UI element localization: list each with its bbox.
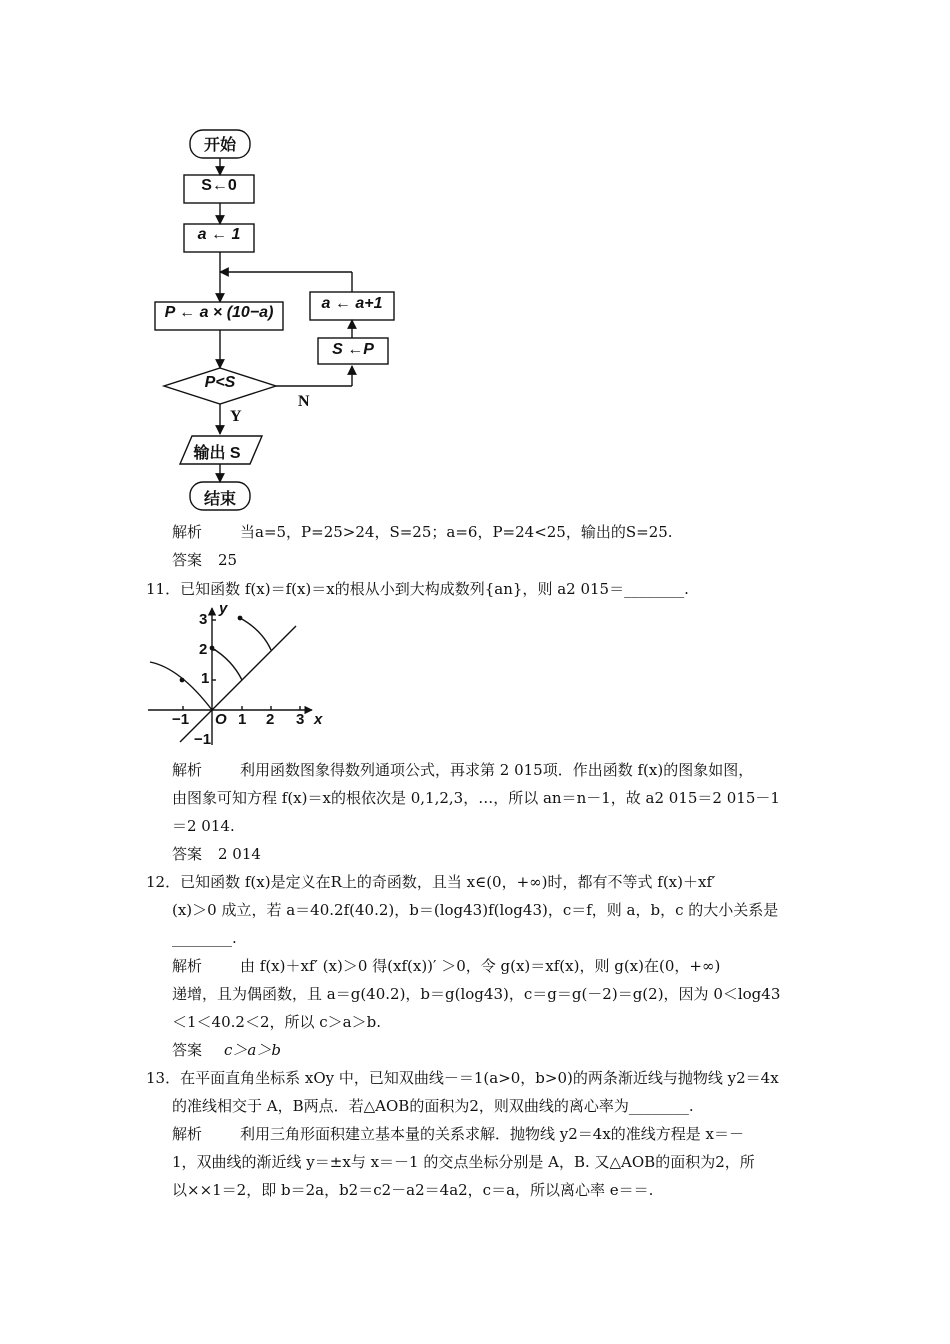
analysis-label: 解析 — [172, 1125, 203, 1143]
q13-analysis-line-3: 以××1＝2，即 b＝2a，b2＝c2－a2＝4a2，c＝a，所以离心率 e＝＝. — [172, 1181, 654, 1199]
x-tick: 2 — [266, 711, 275, 728]
answer-label: 答案 — [172, 551, 203, 569]
q13-question-line-1: 13．在平面直角坐标系 xOy 中，已知双曲线－＝1(a>0，b>0)的两条渐近线与抛物线 y2＝4x — [146, 1069, 779, 1087]
q11-analysis-line-2: 由图象可知方程 f(x)＝x的根依次是 0,1,2,3，…，所以 an＝n－1，故 a2 015＝2 015－1 — [172, 789, 780, 807]
y-tick: −1 — [194, 731, 212, 748]
flow-s-assign-label: S ←P — [332, 341, 374, 358]
curve-1 — [212, 648, 242, 680]
q12-question-line-1: 12．已知函数 f(x)是定义在R上的奇函数，且当 x∈(0，+∞)时，都有不等式 f(x)＋xf′ — [146, 873, 716, 891]
q11-answer-row — [172, 840, 261, 868]
q11-question: 11．已知函数 f(x)＝f(x)＝x的根从小到大构成数列{an}，则 a2 015＝________. — [146, 580, 689, 598]
q11-answer-text: 2 014 — [218, 845, 261, 863]
q12-analysis-line-2: 递增，且为偶函数，且 a＝g(40.2)，b＝g(log43)，c＝g＝g(－2)＝g(2)，因为 0＜log43 — [172, 985, 781, 1003]
flow-start-label: 开始 — [203, 137, 236, 154]
flow-decision-label: P<S — [204, 374, 236, 391]
q10-answer-row — [172, 546, 237, 574]
flow-output-label: 输出 S — [193, 445, 241, 462]
q13-analysis-line-1: 利用三角形面积建立基本量的关系求解．抛物线 y2＝4x的准线方程是 x＝－ — [240, 1125, 745, 1143]
analysis-label: 解析 — [172, 957, 203, 975]
y-tick: 1 — [201, 670, 210, 687]
q11-analysis-line-3: ＝2 014. — [172, 817, 235, 835]
q13-question-line-2: 的准线相交于 A，B两点．若△AOB的面积为2，则双曲线的离心率为________. — [172, 1097, 694, 1115]
flow-a-init-label: a ← 1 — [197, 226, 241, 243]
q10-analysis-row — [172, 518, 673, 546]
x-tick: −1 — [172, 711, 190, 728]
q11-analysis-row — [172, 756, 753, 784]
analysis-label: 解析 — [172, 523, 203, 541]
graph-origin: O — [215, 711, 227, 728]
analysis-label: 解析 — [172, 761, 203, 779]
q12-answer-text: c＞a＞b — [224, 1041, 281, 1059]
point-1 — [210, 646, 215, 651]
y-tick: 3 — [199, 611, 208, 628]
q11-graph — [140, 600, 340, 752]
q12-analysis-line-3: ＜1＜40.2＜2，所以 c＞a＞b. — [172, 1013, 381, 1031]
answer-label: 答案 — [172, 845, 203, 863]
answer-label: 答案 — [172, 1041, 203, 1059]
q12-question-line-2: (x)＞0 成立，若 a＝40.2f(40.2)，b＝(log43)f(log43)，c＝f，则 a，b，c 的大小关系是 — [172, 901, 779, 919]
flow-p-calc-label: P ← a × (10−a) — [164, 304, 274, 321]
q13-analysis-line-2: 1，双曲线的渐近线 y＝±x与 x＝－1 的交点坐标分别是 A，B. 又△AOB的面积为2，所 — [172, 1153, 755, 1171]
flow-end-label: 结束 — [203, 491, 236, 508]
point-2 — [238, 616, 243, 621]
flow-a-inc-label: a ← a+1 — [321, 295, 383, 312]
q10-analysis-text: 当a=5，P=25>24，S=25；a=6，P=24<25，输出的S=25. — [240, 523, 673, 541]
x-tick: 3 — [296, 711, 305, 728]
flow-yes-label: Y — [230, 408, 242, 425]
graph-y-label: y — [219, 600, 228, 617]
graph-x-label: x — [314, 711, 323, 728]
curve-2 — [240, 618, 271, 650]
point-left — [180, 678, 185, 683]
q12-analysis-line-1: 由 f(x)＋xf′ (x)＞0 得(xf(x))′ ＞0，令 g(x)＝xf(x)，则 g(x)在(0，+∞) — [240, 957, 721, 975]
q12-answer-row — [172, 1036, 281, 1064]
q12-analysis-row — [172, 952, 720, 980]
x-tick: 1 — [238, 711, 247, 728]
q13-analysis-row — [172, 1120, 744, 1148]
y-tick: 2 — [199, 641, 208, 658]
flow-no-label: N — [298, 393, 310, 410]
q11-analysis-line-1: 利用函数图象得数列通项公式，再求第 2 015项．作出函数 f(x)的图象如图， — [240, 761, 754, 779]
q10-answer-text: 25 — [218, 551, 238, 569]
q12-question-line-3: ________. — [172, 929, 237, 947]
flow-s-init-label: S←0 — [201, 177, 237, 194]
